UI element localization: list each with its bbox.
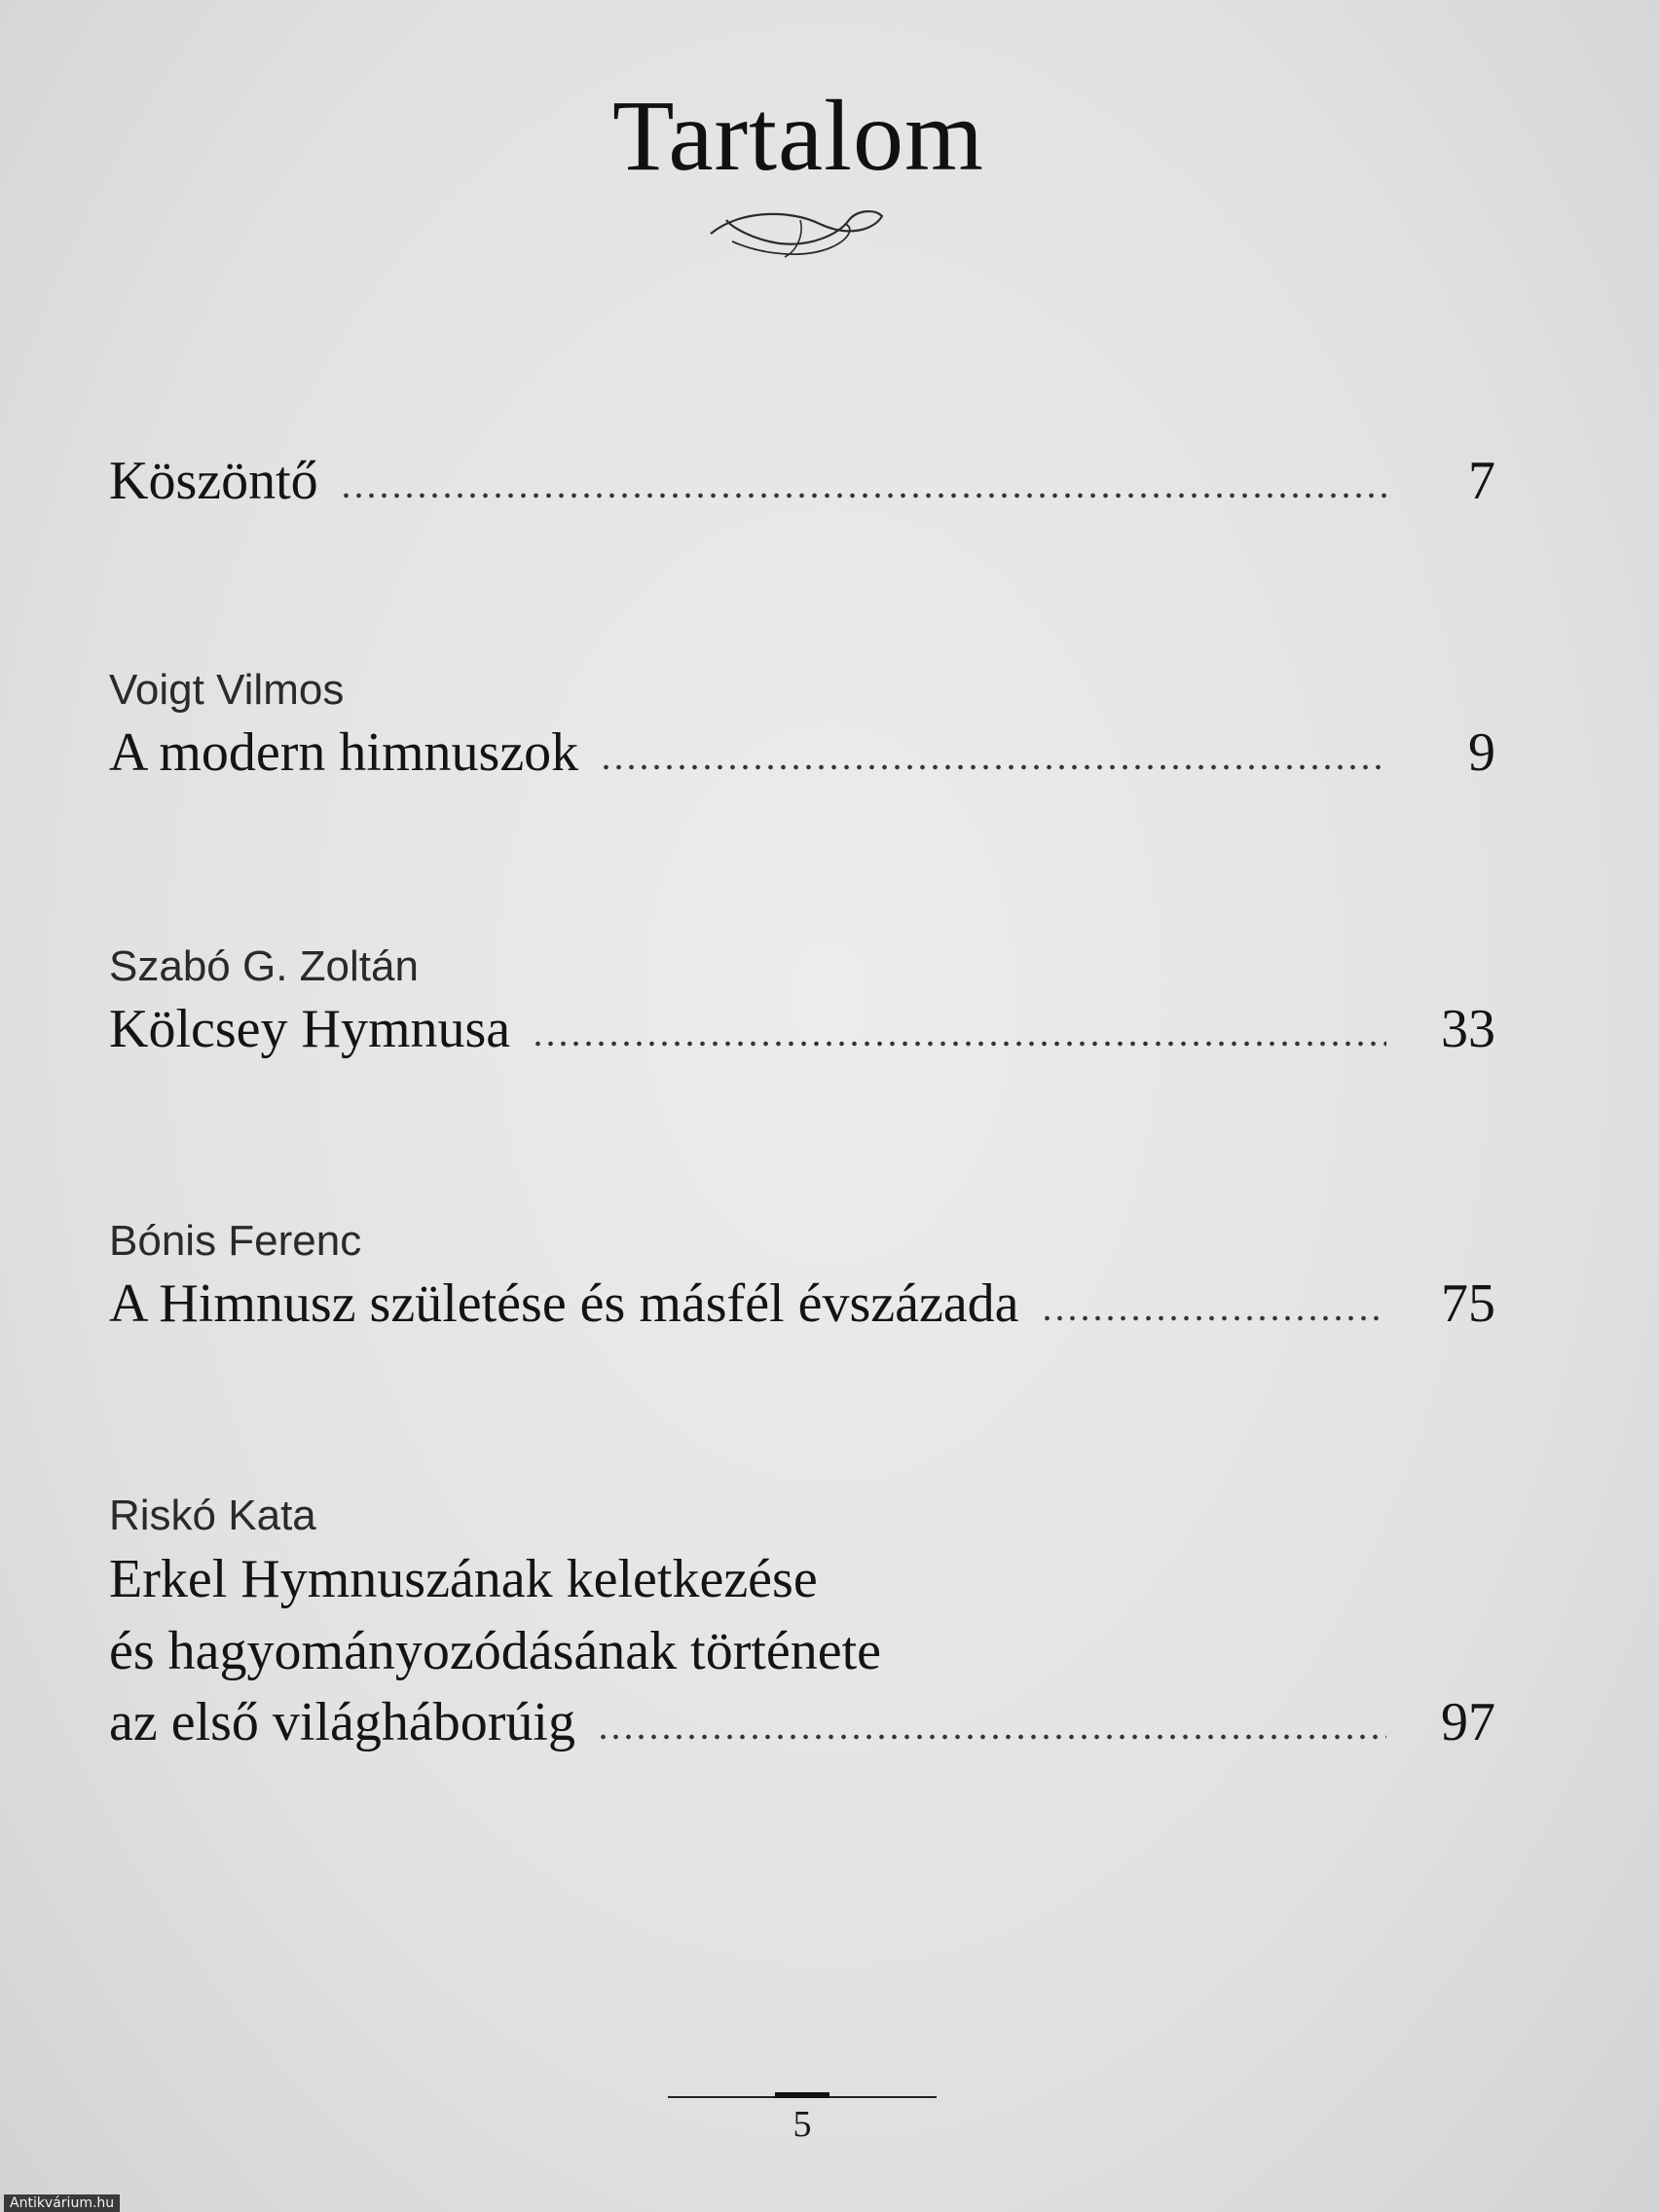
page-title: Tartalom [612, 80, 984, 192]
toc-entry [109, 1489, 1495, 1757]
author-name: Bónis Ferenc [109, 1217, 362, 1265]
chapter-title: A modern himnuszok [109, 722, 579, 783]
chapter-title-line: és hagyományozódásának története [109, 1621, 882, 1681]
toc-entry [109, 663, 1495, 788]
leader-dots [340, 493, 1386, 498]
page-reference: 75 [1441, 1273, 1495, 1334]
page-reference: 9 [1468, 722, 1495, 783]
toc-row[interactable] [109, 446, 1495, 516]
toc-row[interactable] [109, 718, 1495, 788]
author-name: Voigt Vilmos [109, 666, 345, 714]
chapter-title: Köszöntő [109, 451, 318, 511]
page-reference: 33 [1441, 999, 1495, 1059]
toc-row[interactable] [109, 1269, 1495, 1339]
toc-entry [109, 446, 1495, 516]
toc-entry [109, 940, 1495, 1064]
watermark: Antikvárium.hu [4, 2194, 120, 2212]
footer-rule-marker [775, 2092, 830, 2098]
author-name: Szabó G. Zoltán [109, 942, 419, 990]
flourish-ornament-icon [703, 191, 888, 267]
page-reference: 7 [1468, 451, 1495, 511]
chapter-title: A Himnusz születése és másfél évszázada [109, 1273, 1019, 1334]
leader-dots [600, 764, 1386, 770]
leader-dots [532, 1041, 1386, 1047]
leader-dots [1041, 1315, 1386, 1321]
chapter-title-line: Erkel Hymnuszának keletkezése [109, 1549, 818, 1609]
toc-row[interactable] [109, 1687, 1495, 1757]
toc-row[interactable] [109, 994, 1495, 1064]
page-number: 5 [793, 2104, 812, 2145]
chapter-title: az első világháborúig [109, 1692, 575, 1752]
toc-entry [109, 1214, 1495, 1339]
leader-dots [597, 1734, 1386, 1740]
chapter-title: Kölcsey Hymnusa [109, 999, 511, 1059]
page-reference: 97 [1441, 1692, 1495, 1752]
author-name: Riskó Kata [109, 1492, 316, 1539]
